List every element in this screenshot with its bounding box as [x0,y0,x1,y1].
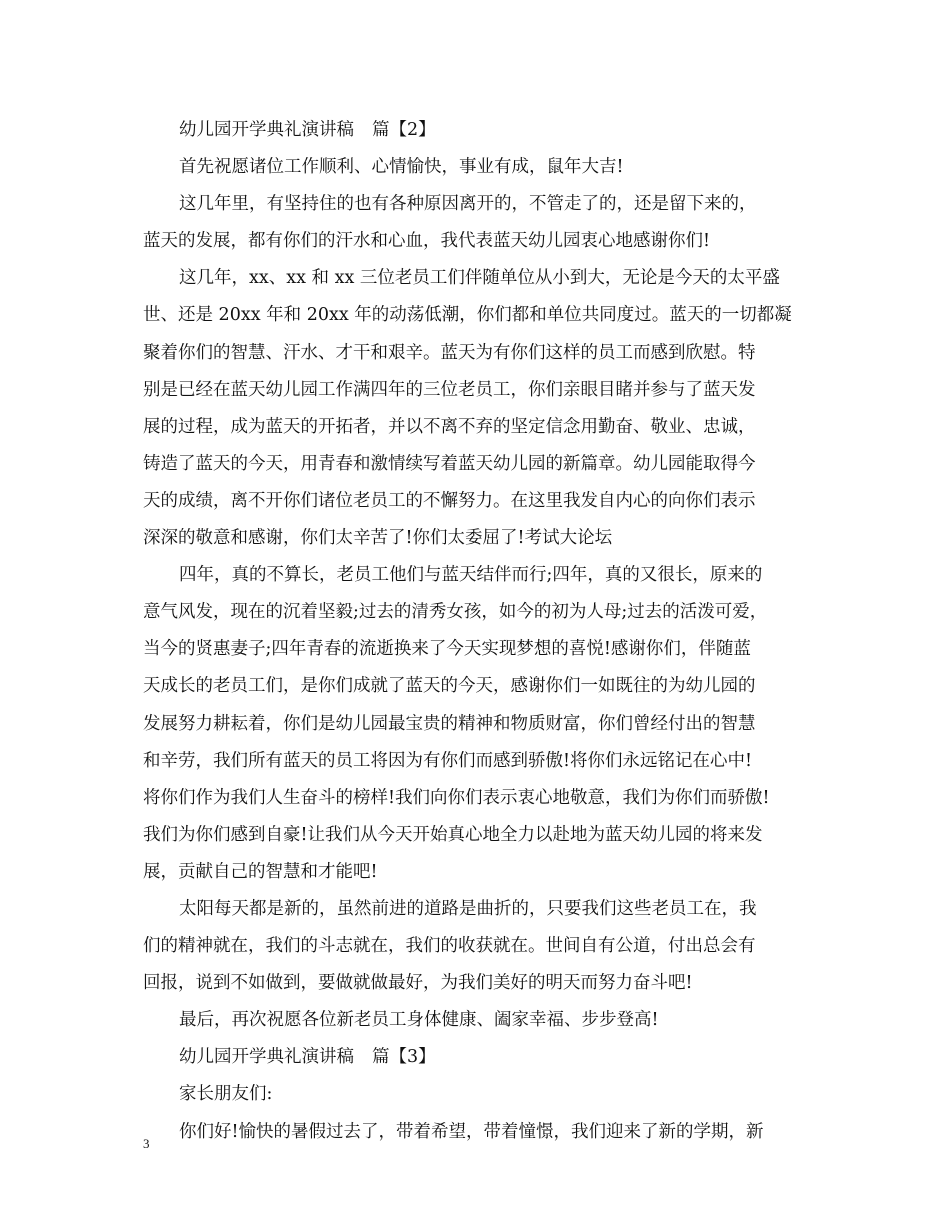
paragraph-line: 别是已经在蓝天幼儿园工作满四年的三位老员工，你们亲眼目睹并参与了蓝天发 [143,379,756,400]
paragraph-line: 四年，真的不算长，老员工他们与蓝天结伴而行;四年，真的又很长，原来的 [179,565,763,586]
paragraph-line: 家长朋友们: [179,1084,273,1105]
section-heading [143,1039,823,1076]
paragraph-line: 将你们作为我们人生奋斗的榜样!我们向你们表示衷心地敬意，我们为你们而骄傲! [143,787,770,808]
page-number: 3 [143,1136,150,1151]
paragraph-line: 这几年，xx、xx 和 xx 三位老员工们伴随单位从小到大，无论是今天的太平盛 [179,268,780,289]
paragraph-line: 回报，说到不如做到，要做就做最好，为我们美好的明天而努力奋斗吧! [143,973,693,994]
paragraph-line: 聚着你们的智慧、汗水、才干和艰辛。蓝天为有你们这样的员工而感到欣慰。特 [143,342,756,363]
heading-title: 幼儿园开学典礼演讲稿 [179,120,354,140]
document-body [143,112,823,1151]
paragraph-line: 天的成绩，离不开你们诸位老员工的不懈努力。在这里我发自内心的向你们表示 [143,490,756,511]
heading-title: 幼儿园开学典礼演讲稿 [179,1047,354,1068]
paragraph-line: 我们为你们感到自豪!让我们从今天开始真心地全力以赴地为蓝天幼儿园的将来发 [143,824,763,845]
heading-part: 篇【3】 [372,1047,436,1068]
paragraph-line: 深深的敬意和感谢，你们太辛苦了!你们太委屈了!考试大论坛 [143,528,613,549]
paragraph-line: 你们好!愉快的暑假过去了，带着希望，带着憧憬，我们迎来了新的学期，新 [179,1121,764,1142]
paragraph-line: 当今的贤惠妻子;四年青春的流逝换来了今天实现梦想的喜悦!感谢你们，伴随蓝 [143,639,751,660]
paragraph-line: 最后，再次祝愿各位新老员工身体健康、阖家幸福、步步登高! [179,1010,659,1031]
paragraph-line: 意气风发，现在的沉着坚毅;过去的清秀女孩，如今的初为人母;过去的活泼可爱， [143,602,768,623]
section-heading [143,112,823,149]
paragraph-line: 这几年里，有坚持住的也有各种原因离开的，不管走了的，还是留下来的， [179,194,757,215]
heading-part: 篇【2】 [372,120,436,140]
paragraph-line: 太阳每天都是新的，虽然前进的道路是曲折的，只要我们这些老员工在，我 [179,898,757,919]
paragraph-line: 发展努力耕耘着，你们是幼儿园最宝贵的精神和物质财富，你们曾经付出的智慧 [143,713,756,734]
paragraph-line: 天成长的老员工们，是你们成就了蓝天的今天，感谢你们一如既往的为幼儿园的 [143,676,756,697]
paragraph-line: 首先祝愿诸位工作顺利、心情愉快，事业有成，鼠年大吉! [179,157,624,178]
paragraph-line: 们的精神就在，我们的斗志就在，我们的收获就在。世间自有公道，付出总会有 [143,936,756,957]
paragraph-line: 世、还是 20xx 年和 20xx 年的动荡低潮，你们都和单位共同度过。蓝天的一切都凝 [143,305,792,326]
paragraph-line: 展的过程，成为蓝天的开拓者，并以不离不弃的坚定信念用勤奋、敬业、忠诚， [143,416,756,437]
paragraph-line: 铸造了蓝天的今天，用青春和激情续写着蓝天幼儿园的新篇章。幼儿园能取得今 [143,453,756,474]
paragraph-line: 蓝天的发展，都有你们的汗水和心血，我代表蓝天幼儿园衷心地感谢你们! [143,231,711,252]
paragraph-line: 展，贡献自己的智慧和才能吧! [143,861,378,882]
paragraph-line: 和辛劳，我们所有蓝天的员工将因为有你们而感到骄傲!将你们永远铭记在心中! [143,750,753,771]
